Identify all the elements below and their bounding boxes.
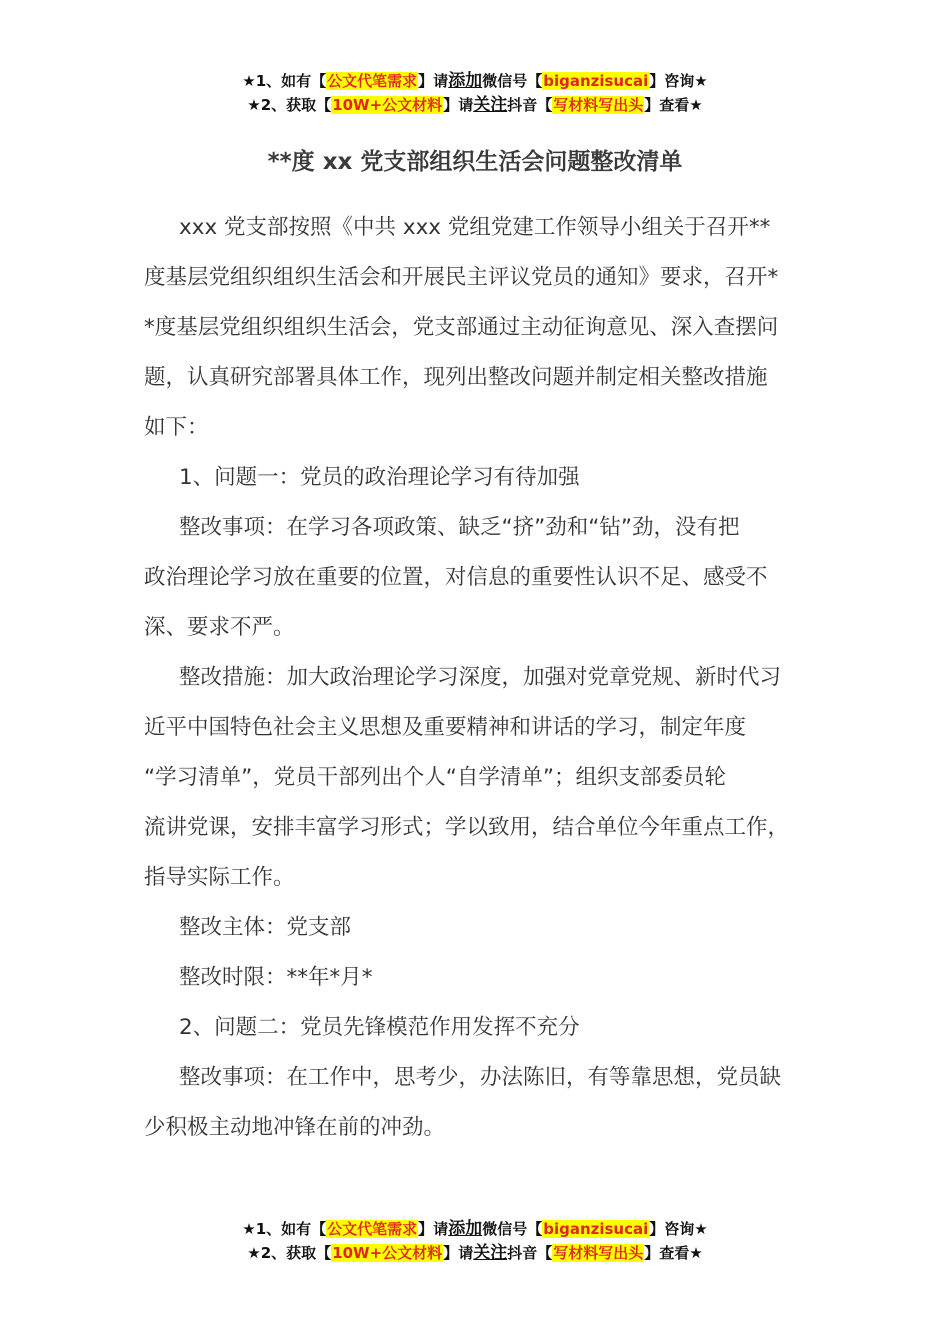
issue-2-matters-cont: 少积极主动地冲锋在前的冲劲。 — [144, 1115, 446, 1140]
banner-highlight-materials: 10W+公文材料 — [332, 96, 443, 114]
issue-1-matters-cont: 政治理论学习放在重要的位置，对信息的重要性认识不足、感受不 深、要求不严。 — [144, 565, 768, 640]
banner-line-1: ★1、如有【公文代笔需求】请添加微信号【biganzisucai】咨询★ — [242, 71, 708, 91]
footer-highlight-douyin-account: 写材料写出头 — [553, 1244, 644, 1262]
footer-banner-line-2: ★2、获取【10W+公文材料】请关注抖音【写材料写出头】查看★ — [247, 1243, 703, 1263]
footer-underline-add: 添加 — [448, 1219, 483, 1239]
issue-2-heading: 2、问题二：党员先锋模范作用发挥不充分 — [179, 1015, 580, 1040]
issue-1-measures-cont: 近平中国特色社会主义思想及重要精神和讲话的学习，制定年度 “学习清单”，党员干部列出个人“自学清单”；组织支部委员轮 流讲党课，安排丰富学习形式；学以致用，结合单位今年重点工作， 指导实际工作。 — [144, 715, 790, 890]
footer-highlight-writing-service: 公文代笔需求 — [327, 1220, 418, 1238]
banner-highlight-wechat-id: biganzisucai — [543, 72, 649, 90]
intro-paragraph: xxx 党支部按照《中共 xxx 党组党建工作领导小组关于召开** — [179, 215, 771, 240]
banner-line-2: ★2、获取【10W+公文材料】请关注抖音【写材料写出头】查看★ — [247, 95, 703, 115]
issue-1-subject: 整改主体：党支部 — [179, 915, 352, 940]
banner-highlight-writing-service: 公文代笔需求 — [327, 72, 418, 90]
footer-underline-follow: 关注 — [473, 1243, 508, 1263]
document-body — [144, 203, 812, 1153]
footer-highlight-wechat-id: biganzisucai — [543, 1220, 649, 1238]
issue-1-measures: 整改措施：加大政治理论学习深度，加强对党章党规、新时代习 — [179, 665, 782, 690]
banner-highlight-douyin-account: 写材料写出头 — [553, 96, 644, 114]
issue-2-matters: 整改事项：在工作中，思考少，办法陈旧，有等靠思想，党员缺 — [179, 1065, 782, 1090]
banner-underline-add: 添加 — [448, 71, 483, 91]
footer-highlight-materials: 10W+公文材料 — [332, 1244, 443, 1262]
issue-1-heading: 1、问题一：党员的政治理论学习有待加强 — [179, 465, 580, 490]
intro-paragraph-cont: 度基层党组织组织生活会和开展民主评议党员的通知》要求，召开* *度基层党组织组织生活会，党支部通过主动征询意见、深入查摆问 题，认真研究部署具体工作，现列出整改问题并制定相关整改措施 如下： — [144, 265, 779, 440]
issue-1-matters: 整改事项：在学习各项政策、缺乏“挤”劲和“钻”劲，没有把 — [179, 515, 740, 540]
footer-banner-line-1: ★1、如有【公文代笔需求】请添加微信号【biganzisucai】咨询★ — [242, 1219, 708, 1239]
header-banner — [0, 69, 950, 117]
footer-banner — [0, 1217, 950, 1265]
document-title: **度 xx 党支部组织生活会问题整改清单 — [267, 149, 683, 175]
issue-1-deadline: 整改时限：**年*月* — [179, 965, 373, 990]
banner-underline-follow: 关注 — [473, 95, 508, 115]
